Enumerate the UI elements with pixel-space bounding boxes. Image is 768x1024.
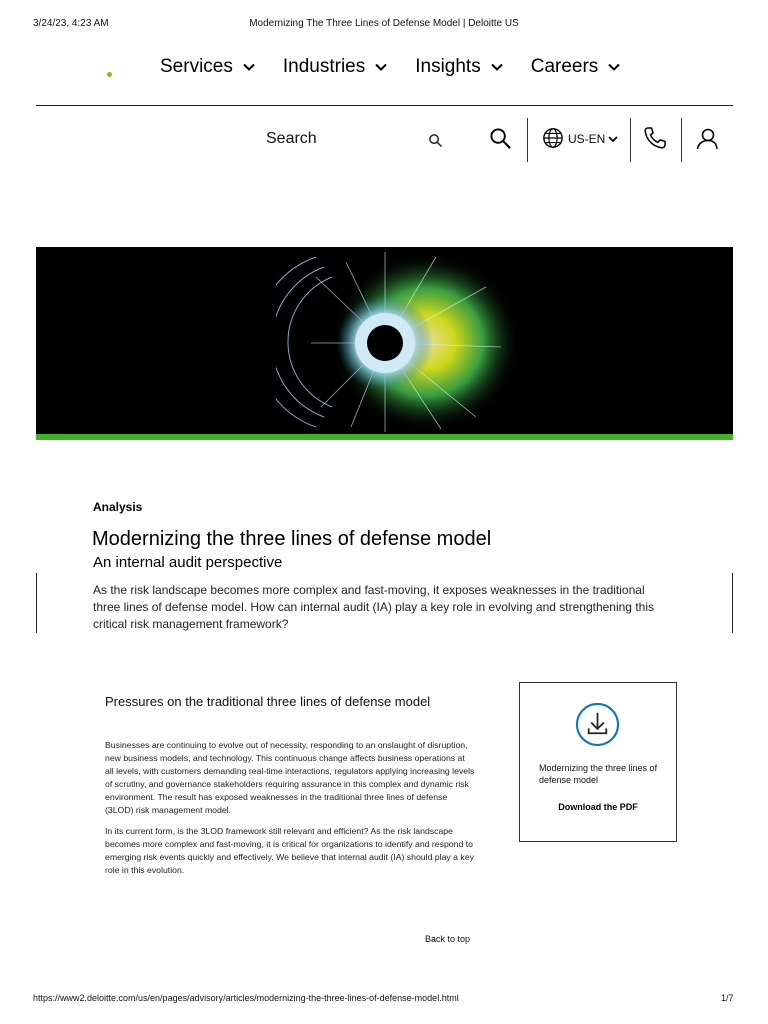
nav-item-label: Careers [530,56,599,77]
hero-image [36,247,733,434]
nav-item-industries[interactable] [283,56,387,78]
search-input[interactable]: Search [266,130,317,147]
chevron-down-icon [375,63,387,71]
section-heading: Pressures on the traditional three lines of defense model [105,694,431,709]
pdf-card-title: Modernizing the three lines of defense model [539,763,658,785]
chevron-down-icon [243,63,255,71]
nav-item-insights[interactable] [415,56,502,78]
locale-label: US-EN [568,132,606,146]
article-intro: As the risk landscape becomes more complex and fast-moving, it exposes weaknesses in the traditional three lines of defense model. How can internal audit (IA) play a key role in evolving and strengthening this critical risk management framework? [93,583,654,631]
utility-divider [681,118,682,162]
globe-icon[interactable] [542,127,564,149]
nav-item-label: Insights [415,56,481,77]
download-pdf-link[interactable]: Download the PDF [558,802,638,812]
cyber-eye-illustration [276,247,516,434]
nav-item-services[interactable] [160,56,255,78]
chevron-down-icon [608,136,618,143]
search-icon[interactable] [489,127,512,150]
download-icon[interactable] [575,702,620,747]
body-paragraph: In its current form, is the 3LOD framework still relevant and efficient? As the risk landscape becomes more complex and fast-moving, it is critical for organizations to identify and respond to emerging risk events quickly and effectively. We believe that internal audit (IA) should play a key role in this evolution. [105,826,474,875]
intro-left-rule [36,573,37,633]
nav-item-label: Industries [282,56,366,77]
nav-divider [36,105,733,106]
phone-icon[interactable] [643,126,667,150]
chevron-down-icon [608,63,620,71]
user-icon[interactable] [695,127,719,151]
print-page-number: 1/7 [721,993,734,1003]
body-paragraph: Businesses are continuing to evolve out of necessity, responding to an onslaught of disruption, new business models, and technology. This continuous change affects business operations at all levels, with customers demanding real-time interactions, regulators applying increasing levels of scrutiny, and governance stakeholders requiring assurance in this complex and dynamic risk environment. The result has exposed weaknesses in the traditional three lines of defense (3LOD) risk management model. [105,740,475,815]
print-page-title: Modernizing The Three Lines of Defense Model | Deloitte US [249,18,519,29]
intro-right-rule [732,573,733,633]
nav-item-careers[interactable] [531,56,621,78]
hero-accent-bar [36,434,733,440]
article-eyebrow: Analysis [93,500,143,514]
article-subtitle: An internal audit perspective [93,554,283,571]
chevron-down-icon [491,63,503,71]
article-title: Modernizing the three lines of defense model [92,528,492,550]
print-datetime: 3/24/23, 4:23 AM [33,18,109,29]
pdf-download-card[interactable] [519,682,677,842]
back-to-top-link[interactable]: Back to top [425,934,471,944]
utility-divider [630,118,631,162]
nav-item-label: Services [160,56,233,77]
deloitte-logo-dot[interactable] [107,72,112,77]
locale-selector[interactable] [568,132,618,146]
print-url: https://www2.deloitte.com/us/en/pages/advisory/articles/modernizing-the-three-lines-of-defense-model.html [33,993,459,1003]
main-nav [160,56,620,78]
search-icon[interactable] [428,133,443,148]
utility-divider [527,118,528,162]
